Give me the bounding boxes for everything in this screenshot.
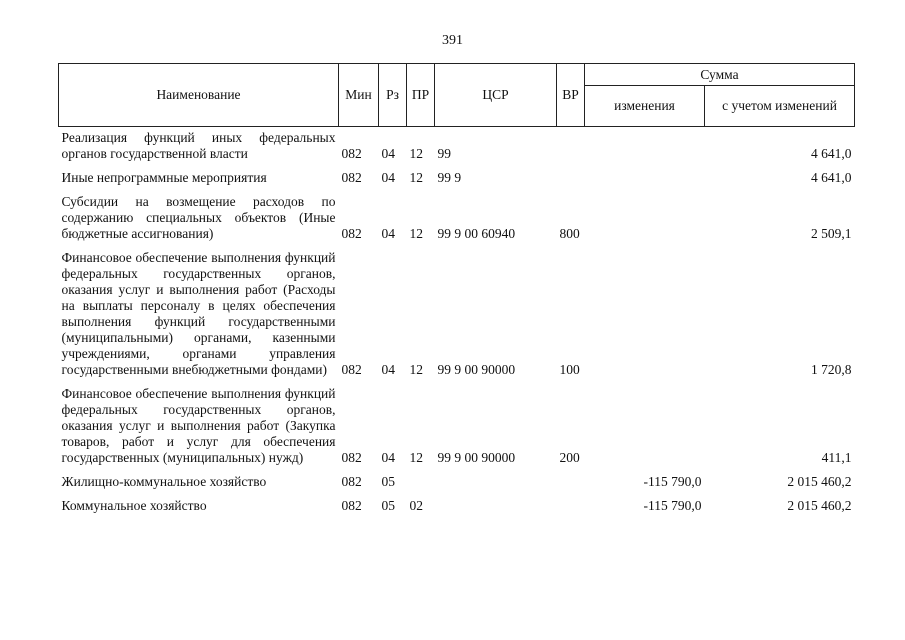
row-pr: 12 <box>409 170 423 185</box>
row-vr: 100 <box>559 362 580 377</box>
header-min: Мин <box>339 64 379 127</box>
row-csr: 99 9 <box>437 170 462 185</box>
row-pr: 02 <box>409 498 423 513</box>
row-change <box>585 381 705 469</box>
row-total: 4 641,0 <box>811 146 852 161</box>
table-row <box>59 469 855 493</box>
row-vr: 200 <box>559 450 580 465</box>
row-total: 1 720,8 <box>811 362 852 377</box>
table-row <box>59 189 855 245</box>
header-name: Наименование <box>59 64 339 127</box>
header-csr: ЦСР <box>435 64 557 127</box>
row-rz: 04 <box>381 362 395 377</box>
row-csr <box>435 469 557 493</box>
row-vr <box>557 469 585 493</box>
row-min: 082 <box>341 450 362 465</box>
row-pr: 12 <box>409 450 423 465</box>
header-pr: ПР <box>407 64 435 127</box>
row-name: Субсидии на возмещение расходов по содержанию специальных объектов (Иные бюджетные ассигнования) <box>61 194 336 241</box>
row-name: Финансовое обеспечение выполнения функций федеральных государственных органов, оказания услуг и выполнения работ (Закупка товаров, работ и услуг для обеспечения государственных (муниципальных) нужд) <box>61 386 336 465</box>
row-csr: 99 <box>437 146 451 161</box>
row-min: 082 <box>341 362 362 377</box>
row-pr: 12 <box>409 146 423 161</box>
row-rz: 04 <box>381 226 395 241</box>
row-vr <box>557 127 585 166</box>
page-number: 391 <box>442 33 463 48</box>
row-min: 082 <box>341 170 362 185</box>
row-vr <box>557 165 585 189</box>
table-body <box>59 127 855 518</box>
table-header <box>59 64 855 127</box>
header-vr: ВР <box>557 64 585 127</box>
row-rz: 05 <box>381 498 395 513</box>
header-rz: Рз <box>379 64 407 127</box>
row-csr <box>435 493 557 517</box>
row-name: Жилищно-коммунальное хозяйство <box>61 474 267 489</box>
table-row <box>59 381 855 469</box>
row-change <box>585 127 705 166</box>
row-rz: 05 <box>381 474 395 489</box>
row-pr <box>407 469 435 493</box>
row-min: 082 <box>341 226 362 241</box>
row-rz: 04 <box>381 450 395 465</box>
row-rz: 04 <box>381 146 395 161</box>
row-min: 082 <box>341 498 362 513</box>
header-with-change: с учетом изменений <box>705 86 855 127</box>
table-row <box>59 245 855 381</box>
header-change: изменения <box>585 86 705 127</box>
row-name: Коммунальное хозяйство <box>61 498 207 513</box>
row-min: 082 <box>341 146 362 161</box>
row-min: 082 <box>341 474 362 489</box>
row-name: Финансовое обеспечение выполнения функций федеральных государственных органов, оказания услуг и выполнения работ (Расходы на выплаты персоналу в целях обеспечения выполнения функций государственными (муниципальными) органами, казенными учреждениями, органами управления государственными внебюджетными фондами) <box>61 250 336 377</box>
row-change: -115 790,0 <box>643 498 702 513</box>
row-csr: 99 9 00 90000 <box>437 450 516 465</box>
row-csr: 99 9 00 60940 <box>437 226 516 241</box>
table-row <box>59 165 855 189</box>
row-name: Реализация функций иных федеральных органов государственной власти <box>61 130 336 161</box>
row-total: 2 015 460,2 <box>787 498 852 513</box>
row-total: 411,1 <box>821 450 852 465</box>
row-total: 2 509,1 <box>811 226 852 241</box>
row-change: -115 790,0 <box>643 474 702 489</box>
header-sum: Сумма <box>585 64 855 86</box>
row-pr: 12 <box>409 362 423 377</box>
table-row <box>59 493 855 517</box>
row-vr <box>557 493 585 517</box>
row-csr: 99 9 00 90000 <box>437 362 516 377</box>
row-change <box>585 189 705 245</box>
row-vr: 800 <box>559 226 580 241</box>
row-total: 4 641,0 <box>811 170 852 185</box>
table-row <box>59 127 855 166</box>
row-total: 2 015 460,2 <box>787 474 852 489</box>
row-name: Иные непрограммные мероприятия <box>61 170 267 185</box>
row-change <box>585 245 705 381</box>
row-pr: 12 <box>409 226 423 241</box>
row-rz: 04 <box>381 170 395 185</box>
row-change <box>585 165 705 189</box>
budget-table <box>58 63 855 517</box>
